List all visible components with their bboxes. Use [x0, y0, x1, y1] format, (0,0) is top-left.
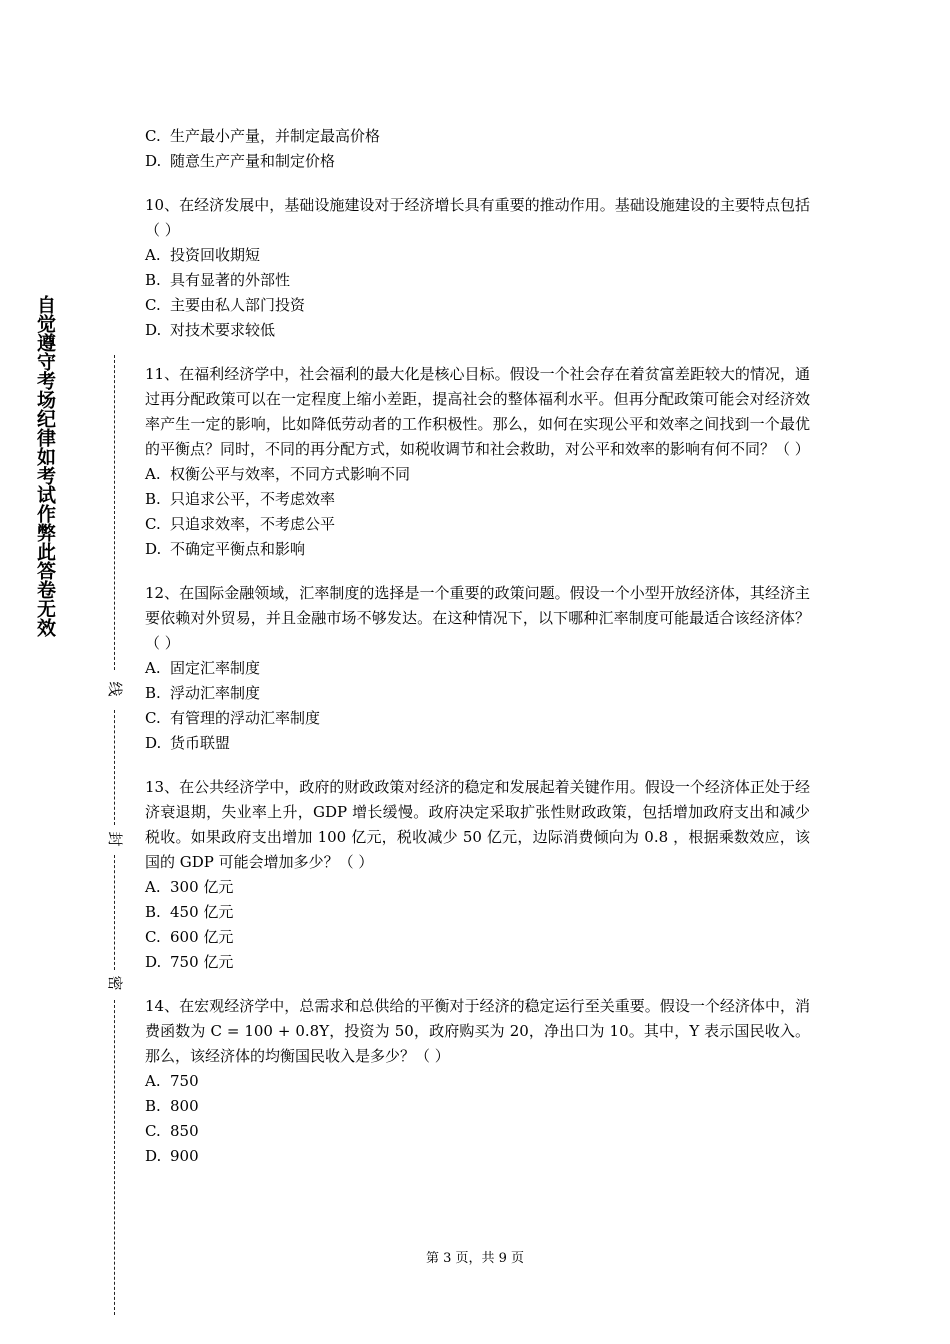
- option-c: C. 生产最小产量，并制定最高价格: [145, 127, 381, 145]
- option-b: B. 具有显著的外部性: [145, 271, 291, 289]
- question-14: [145, 994, 810, 1169]
- binding-dash-segment: [114, 1000, 115, 1315]
- question-stem: 11、在福利经济学中，社会福利的最大化是核心目标。假设一个社会存在着贫富差距较大的情况，通过再分配政策可以在一定程度上缩小差距，提高社会的整体福利水平。但再分配政策可能会对经济效率产生一定的影响，比如降低劳动者的工作积极性。那么，如何在实现公平和效率之间找到一个最优的平衡点？同时，不同的再分配方式，如税收调节和社会救助，对公平和效率的影响有何不同？（ ）: [145, 365, 810, 458]
- option-c: C. 主要由私人部门投资: [145, 296, 306, 314]
- page-footer: 第 3 页，共 9 页: [425, 1251, 525, 1266]
- question-13: [145, 775, 810, 975]
- question-stem: 12、在国际金融领域，汇率制度的选择是一个重要的政策问题。假设一个小型开放经济体，其经济主要依赖对外贸易，并且金融市场不够发达。在这种情况下，以下哪种汇率制度可能最适合该经济体？（ ）: [145, 584, 810, 652]
- exam-discipline-notice: 自觉遵守考场纪律如考试作弊此答卷无效: [34, 295, 56, 637]
- option-a: A. 750: [145, 1072, 199, 1090]
- option-c: C. 只追求效率，不考虑公平: [145, 515, 336, 533]
- binding-dash-segment: [114, 710, 115, 825]
- option-d: D. 对技术要求较低: [145, 321, 276, 339]
- binding-mark-xian: 线: [106, 681, 124, 697]
- option-a: A. 权衡公平与效率，不同方式影响不同: [145, 465, 411, 483]
- binding-mark-feng: 封: [106, 831, 124, 847]
- option-c: C. 600 亿元: [145, 928, 234, 946]
- binding-dash-segment: [114, 855, 115, 970]
- question-10: [145, 193, 810, 343]
- question-12: [145, 581, 810, 756]
- option-b: B. 只追求公平，不考虑效率: [145, 490, 336, 508]
- option-b: B. 450 亿元: [145, 903, 234, 921]
- binding-dash-segment: [114, 355, 115, 670]
- question-stem: 13、在公共经济学中，政府的财政政策对经济的稳定和发展起着关键作用。假设一个经济体正处于经济衰退期，失业率上升，GDP 增长缓慢。政府决定采取扩张性财政政策，包括增加政府支出和减少税收。如果政府支出增加 100 亿元，税收减少 50 亿元，边际消费倾向为 0.8 ，根据乘数效应，该国的 GDP 可能会增加多少？（ ）: [145, 778, 810, 871]
- binding-line: [104, 355, 126, 1315]
- option-d: D. 750 亿元: [145, 953, 234, 971]
- option-d: D. 900: [145, 1147, 199, 1165]
- option-a: A. 固定汇率制度: [145, 659, 261, 677]
- option-d: D. 随意生产产量和制定价格: [145, 152, 336, 170]
- option-b: B. 800: [145, 1097, 199, 1115]
- option-b: B. 浮动汇率制度: [145, 684, 261, 702]
- question-11: [145, 362, 810, 562]
- question-content: [145, 124, 810, 1188]
- question-stem: 14、在宏观经济学中，总需求和总供给的平衡对于经济的稳定运行至关重要。假设一个经济体中，消费函数为 C = 100 + 0.8Y，投资为 50，政府购买为 20，净出口为 10。其中，Y 表示国民收入。那么，该经济体的均衡国民收入是多少？（ ）: [145, 997, 810, 1065]
- question-9-partial: [145, 124, 810, 174]
- question-stem: 10、在经济发展中，基础设施建设对于经济增长具有重要的推动作用。基础设施建设的主要特点包括（ ）: [145, 196, 810, 239]
- option-a: A. 300 亿元: [145, 878, 234, 896]
- option-c: C. 850: [145, 1122, 199, 1140]
- option-d: D. 货币联盟: [145, 734, 231, 752]
- option-c: C. 有管理的浮动汇率制度: [145, 709, 321, 727]
- option-a: A. 投资回收期短: [145, 246, 261, 264]
- binding-mark-mi: 密: [106, 975, 124, 991]
- option-d: D. 不确定平衡点和影响: [145, 540, 306, 558]
